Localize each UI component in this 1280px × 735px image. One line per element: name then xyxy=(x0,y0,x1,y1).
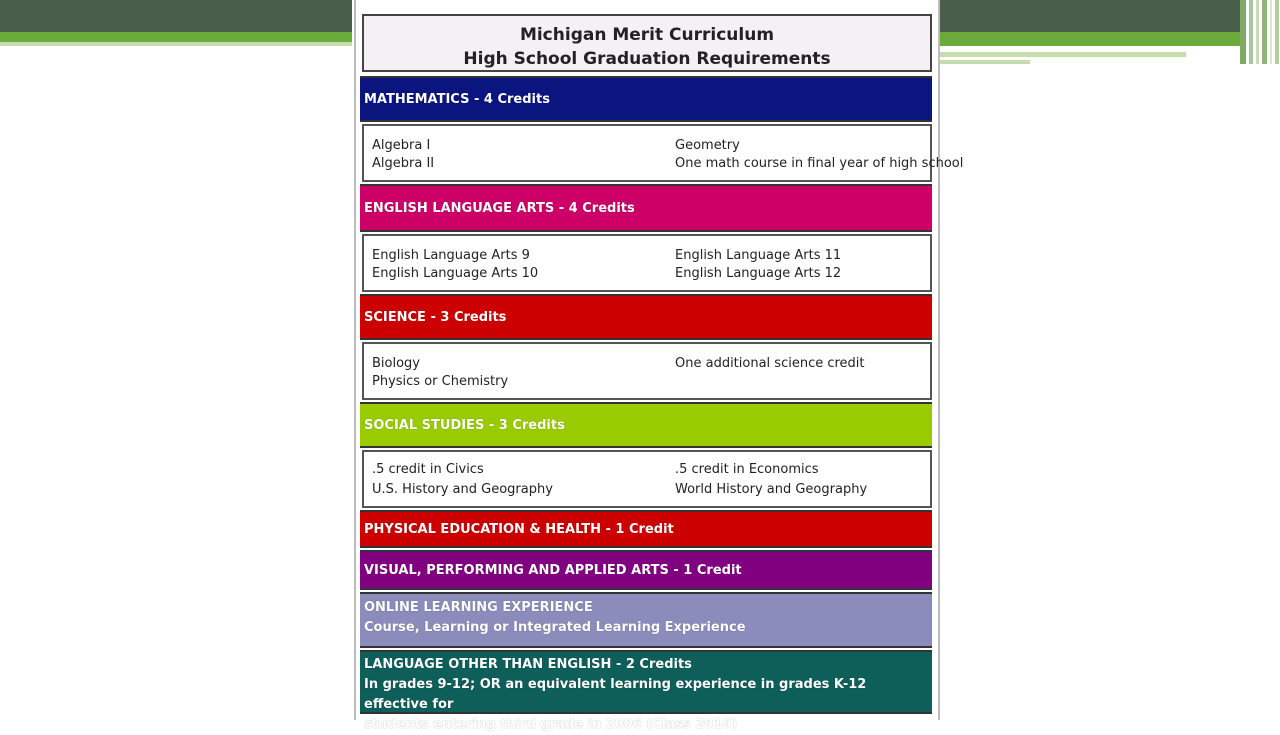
section-heading-label: PHYSICAL EDUCATION & HEALTH - 1 Credit xyxy=(364,521,674,537)
course-item: Algebra II xyxy=(372,156,435,171)
section-subtext: students entering third grade in 2006 (Class 2016) xyxy=(364,717,738,732)
chart-title-line1: Michigan Merit Curriculum xyxy=(519,25,775,45)
course-item: Algebra I xyxy=(372,138,431,153)
section-courses-mathematics xyxy=(362,124,964,182)
header-bar-green-left xyxy=(0,32,352,42)
course-item: English Language Arts 12 xyxy=(675,266,842,281)
section-heading-label: MATHEMATICS - 4 Credits xyxy=(364,91,550,107)
section-courses-social-studies xyxy=(362,450,932,508)
course-item: English Language Arts 11 xyxy=(675,248,842,263)
section-subtext: Course, Learning or Integrated Learning Experience xyxy=(364,620,746,635)
section-heading-arts xyxy=(360,550,932,590)
section-heading-mathematics xyxy=(360,76,932,122)
section-heading-label: SCIENCE - 3 Credits xyxy=(364,309,507,325)
section-heading-label: ENGLISH LANGUAGE ARTS - 4 Credits xyxy=(364,200,635,216)
course-item: One additional science credit xyxy=(675,356,865,371)
section-subtext: In grades 9-12; OR an equivalent learning experience in grades K-12 effective for xyxy=(364,677,867,712)
course-item: .5 credit in Civics xyxy=(372,462,484,477)
header-bar-light-left xyxy=(0,42,352,46)
curriculum-chart xyxy=(354,0,964,732)
course-item: .5 credit in Economics xyxy=(675,462,819,477)
section-heading-label: VISUAL, PERFORMING AND APPLIED ARTS - 1 Credit xyxy=(364,562,742,578)
section-courses-science xyxy=(362,342,932,400)
chart-title-line2: High School Graduation Requirements xyxy=(463,49,831,69)
course-item: English Language Arts 10 xyxy=(372,266,539,281)
course-item: Biology xyxy=(372,356,420,371)
header-stripes xyxy=(1240,0,1280,64)
course-item: English Language Arts 9 xyxy=(372,248,530,263)
section-online-learning xyxy=(360,592,932,648)
course-item: Physics or Chemistry xyxy=(372,374,509,389)
header-bar-light-right-short xyxy=(940,60,1030,64)
section-heading-label: ONLINE LEARNING EXPERIENCE xyxy=(364,600,593,615)
section-courses-english xyxy=(362,234,932,292)
section-heading-physical-education xyxy=(360,510,932,548)
section-heading-label: SOCIAL STUDIES - 3 Credits xyxy=(364,417,565,433)
section-heading-label: LANGUAGE OTHER THAN ENGLISH - 2 Credits xyxy=(364,657,692,672)
section-heading-social-studies xyxy=(360,402,932,448)
section-heading-english xyxy=(360,184,932,232)
header-bar-dark-right xyxy=(940,0,1240,32)
header-bar-green-right xyxy=(940,32,1240,46)
course-item: U.S. History and Geography xyxy=(372,482,553,497)
chart-title xyxy=(362,14,932,72)
section-heading-science xyxy=(360,294,932,340)
course-item: World History and Geography xyxy=(675,482,868,497)
header-bar-light-right xyxy=(940,52,1186,57)
section-language-other-than-english xyxy=(360,650,932,732)
course-item: Geometry xyxy=(675,138,740,153)
header-bar-dark-left xyxy=(0,0,352,32)
course-item: One math course in final year of high school xyxy=(675,156,964,171)
